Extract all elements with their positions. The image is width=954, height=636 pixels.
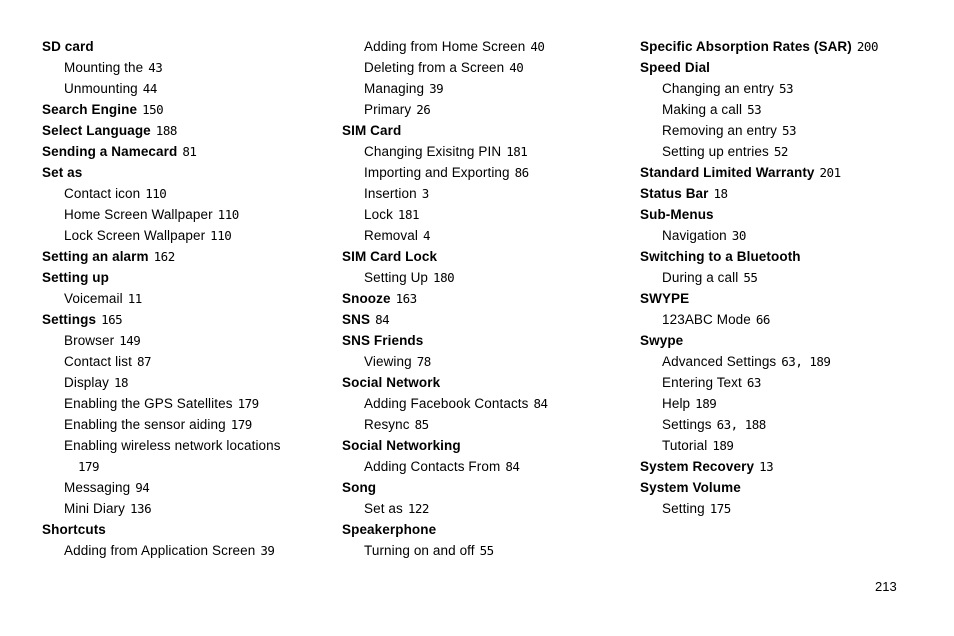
page-ref: 87: [136, 354, 152, 369]
index-subterm: Contact list: [64, 354, 132, 369]
index-entry: [42, 477, 337, 498]
page-ref: 26: [416, 102, 431, 117]
index-term: SNS Friends: [342, 333, 424, 348]
index-term: Social Networking: [342, 438, 461, 453]
index-entry: [640, 372, 945, 393]
index-entry: [640, 78, 945, 99]
index-term: Shortcuts: [42, 522, 106, 537]
index-entry: [342, 99, 637, 120]
page-ref: 18: [713, 186, 728, 201]
index-subterm: Voicemail: [64, 291, 123, 306]
page-ref: 40: [509, 60, 524, 75]
index-entry: [342, 540, 637, 561]
index-column-3: [640, 36, 945, 519]
index-entry: [342, 225, 637, 246]
page-ref: 39: [260, 543, 275, 558]
page-ref: 43: [148, 60, 163, 75]
page-ref: 3: [421, 186, 429, 201]
index-entry: [342, 393, 637, 414]
index-entry: [640, 288, 945, 309]
index-entry: [342, 435, 637, 456]
index-entry: [640, 477, 945, 498]
index-term: SIM Card Lock: [342, 249, 438, 264]
page-ref: 162: [153, 249, 175, 264]
index-entry: [342, 351, 637, 372]
index-entry: [640, 162, 945, 183]
index-entry: [42, 414, 337, 435]
index-entry: [342, 330, 637, 351]
index-term: Setting an alarm: [42, 249, 149, 264]
index-entry: [640, 435, 945, 456]
page-number: 213: [875, 579, 897, 594]
page-ref: 63, 188: [716, 417, 766, 432]
index-term: Swype: [640, 333, 684, 348]
index-subterm: Deleting from a Screen: [364, 60, 505, 75]
index-entry: [342, 183, 637, 204]
page-ref: 84: [375, 312, 390, 327]
page-ref: 165: [101, 312, 123, 327]
page-ref: 52: [773, 144, 788, 159]
page-ref: 179: [230, 417, 252, 432]
index-term: SNS: [342, 312, 371, 327]
index-subterm: Removing an entry: [662, 123, 778, 138]
page-ref: 188: [155, 123, 177, 138]
index-subterm: During a call: [662, 270, 739, 285]
index-subterm: Unmounting: [64, 81, 138, 96]
index-entry: [342, 372, 637, 393]
index-term: Settings: [42, 312, 97, 327]
index-term: Speed Dial: [640, 60, 711, 75]
index-entry: [42, 456, 337, 477]
index-term: Specific Absorption Rates (SAR): [640, 39, 852, 54]
index-entry: [640, 204, 945, 225]
index-subterm: Making a call: [662, 102, 743, 117]
index-subterm: Adding from Home Screen: [364, 39, 526, 54]
index-entry: [42, 120, 337, 141]
page-ref: 44: [142, 81, 157, 96]
index-entry: [42, 372, 337, 393]
page-ref: 181: [397, 207, 419, 222]
index-subterm: Entering Text: [662, 375, 742, 390]
page-ref: 55: [479, 543, 494, 558]
index-entry: [42, 162, 337, 183]
index-column-2: [342, 36, 637, 561]
index-entry: [42, 351, 337, 372]
page-ref: 55: [743, 270, 758, 285]
index-subterm: Changing an entry: [662, 81, 775, 96]
index-entry: [640, 99, 945, 120]
index-term: Song: [342, 480, 377, 495]
page-ref: 200: [856, 39, 878, 54]
index-subterm: Changing Exisitng PIN: [364, 144, 502, 159]
index-entry: [342, 414, 637, 435]
index-subterm: Lock Screen Wallpaper: [64, 228, 206, 243]
index-entry: [640, 414, 945, 435]
index-entry: [342, 519, 637, 540]
index-entry: [42, 288, 337, 309]
index-entry: [640, 183, 945, 204]
index-entry: [42, 204, 337, 225]
page-ref: 136: [130, 501, 152, 516]
index-entry: [42, 435, 337, 456]
index-term: SWYPE: [640, 291, 690, 306]
index-entry: [342, 120, 637, 141]
index-term: System Volume: [640, 480, 741, 495]
index-entry: [640, 141, 945, 162]
index-entry: [42, 183, 337, 204]
index-entry: [640, 267, 945, 288]
index-entry: [342, 246, 637, 267]
page-ref: 4: [422, 228, 430, 243]
page-ref: 110: [145, 186, 167, 201]
index-entry: [342, 477, 637, 498]
page-ref: 11: [127, 291, 142, 306]
index-subterm: Home Screen Wallpaper: [64, 207, 213, 222]
index-entry: [342, 162, 637, 183]
index-entry: [640, 57, 945, 78]
page-ref: 189: [712, 438, 734, 453]
index-term: Social Network: [342, 375, 441, 390]
index-subterm: Setting Up: [364, 270, 429, 285]
index-subterm: Importing and Exporting: [364, 165, 510, 180]
page-ref: 150: [142, 102, 164, 117]
page-ref: 179: [237, 396, 259, 411]
index-entry: [42, 540, 337, 561]
index-subterm: Setting: [662, 501, 705, 516]
index-subterm: Setting up entries: [662, 144, 769, 159]
page-ref: 53: [747, 102, 762, 117]
index-subterm: Tutorial: [662, 438, 708, 453]
index-term: Speakerphone: [342, 522, 437, 537]
index-term: Standard Limited Warranty: [640, 165, 815, 180]
index-subterm: Resync: [364, 417, 410, 432]
index-entry: [640, 225, 945, 246]
page-ref: 85: [414, 417, 429, 432]
index-term: Status Bar: [640, 186, 709, 201]
index-subterm: Adding from Application Screen: [64, 543, 256, 558]
index-subterm: Adding Contacts From: [364, 459, 501, 474]
index-column-1: [42, 36, 337, 561]
index-subterm: Enabling the GPS Satellites: [64, 396, 233, 411]
index-entry: [42, 36, 337, 57]
index-entry: [42, 267, 337, 288]
page-ref: 63: [746, 375, 761, 390]
index-entry: [42, 141, 337, 162]
page-ref: 110: [210, 228, 232, 243]
index-subterm: Help: [662, 396, 691, 411]
page-ref: 53: [779, 81, 794, 96]
index-entry: [342, 204, 637, 225]
index-entry: [342, 267, 637, 288]
page-ref: 201: [819, 165, 841, 180]
index-term: Sub-Menus: [640, 207, 714, 222]
index-subterm: 123ABC Mode: [662, 312, 751, 327]
index-term: System Recovery: [640, 459, 755, 474]
index-entry: [42, 330, 337, 351]
index-term: Sending a Namecard: [42, 144, 178, 159]
index-entry: [640, 351, 945, 372]
index-subterm: Mini Diary: [64, 501, 126, 516]
page-ref: 30: [731, 228, 746, 243]
index-term: SD card: [42, 39, 94, 54]
index-entry: [42, 57, 337, 78]
index-entry: [42, 78, 337, 99]
page-ref: 18: [113, 375, 129, 390]
index-entry: [42, 225, 337, 246]
page-ref: 66: [755, 312, 770, 327]
index-subterm: Insertion: [364, 186, 417, 201]
page-ref: 84: [533, 396, 548, 411]
index-subterm: Contact icon: [64, 186, 141, 201]
index-entry: [342, 288, 637, 309]
index-entry: [342, 36, 637, 57]
index-subterm: Advanced Settings: [662, 354, 777, 369]
index-subterm: Messaging: [64, 480, 131, 495]
index-entry: [640, 330, 945, 351]
index-subterm: Enabling wireless network locations: [64, 438, 281, 453]
index-subterm: Removal: [364, 228, 418, 243]
index-entry: [640, 246, 945, 267]
index-entry: [42, 393, 337, 414]
page-ref: 63, 189: [781, 354, 831, 369]
page-ref: 110: [217, 207, 239, 222]
index-subterm: Lock: [364, 207, 393, 222]
index-term: Search Engine: [42, 102, 138, 117]
page-ref: 180: [433, 270, 455, 285]
index-subterm: Settings: [662, 417, 712, 432]
page-ref: 53: [782, 123, 797, 138]
page-ref: 181: [506, 144, 528, 159]
index-entry: [640, 120, 945, 141]
index-term: Select Language: [42, 123, 151, 138]
index-subterm: Mounting the: [64, 60, 144, 75]
index-entry: [640, 393, 945, 414]
page-ref: 149: [119, 333, 141, 348]
page-ref: 13: [759, 459, 774, 474]
index-term: SIM Card: [342, 123, 402, 138]
index-entry: [342, 498, 637, 519]
index-entry: [342, 141, 637, 162]
page-ref: 84: [505, 459, 520, 474]
index-entry: [342, 309, 637, 330]
index-entry: [42, 246, 337, 267]
page-ref: 86: [514, 165, 529, 180]
index-entry: [42, 99, 337, 120]
index-entry: [640, 309, 945, 330]
index-term: Snooze: [342, 291, 391, 306]
page-ref: 175: [709, 501, 731, 516]
index-entry: [640, 36, 945, 57]
page-ref: 189: [695, 396, 717, 411]
index-entry: [42, 519, 337, 540]
index-subterm: Viewing: [364, 354, 412, 369]
index-entry: [640, 456, 945, 477]
index-entry: [42, 498, 337, 519]
page-ref: 78: [416, 354, 431, 369]
page-ref: 81: [182, 144, 197, 159]
index-subterm: Browser: [64, 333, 115, 348]
page-ref: 94: [135, 480, 150, 495]
index-entry: [42, 309, 337, 330]
page-ref: 40: [530, 39, 545, 54]
index-subterm: Adding Facebook Contacts: [364, 396, 529, 411]
index-entry: [342, 456, 637, 477]
page-ref: 39: [429, 81, 444, 96]
index-subterm: Set as: [364, 501, 403, 516]
index-subterm: Primary: [364, 102, 412, 117]
index-term: Setting up: [42, 270, 109, 285]
index-subterm: Managing: [364, 81, 425, 96]
index-entry: [342, 78, 637, 99]
index-subterm: Navigation: [662, 228, 727, 243]
page-ref: 163: [395, 291, 417, 306]
index-subterm: Turning on and off: [364, 543, 475, 558]
index-entry: [640, 498, 945, 519]
index-subterm: Display: [64, 375, 109, 390]
index-subterm: Enabling the sensor aiding: [64, 417, 226, 432]
index-entry: [342, 57, 637, 78]
index-term: Switching to a Bluetooth: [640, 249, 801, 264]
page-ref: 179: [78, 459, 100, 474]
index-term: Set as: [42, 165, 83, 180]
page-ref: 122: [407, 501, 429, 516]
